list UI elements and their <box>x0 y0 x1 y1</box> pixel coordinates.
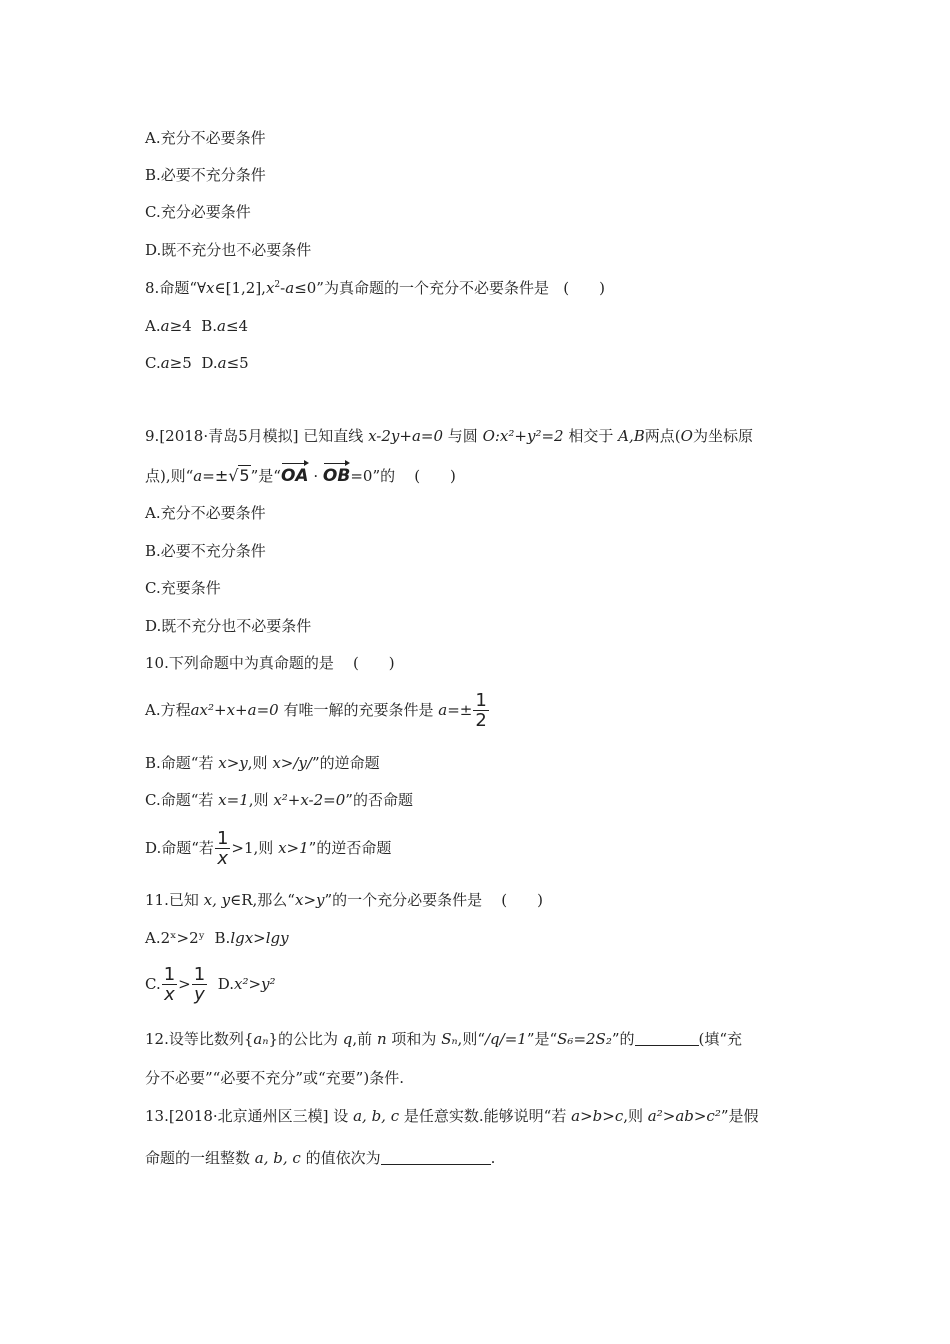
answer-blank[interactable] <box>635 1031 699 1046</box>
q8-options-ab: A.a≥4 B.a≤4 <box>145 317 249 335</box>
q8-number: 8. <box>145 279 160 297</box>
fraction-one-half: $\frac{1}{2}$ <box>475 690 487 731</box>
fraction-one-over-x: $\frac{1}{x}$ <box>163 964 176 1005</box>
q11-options-ab: A.2ˣ>2ʸ B.lgx>lgy <box>145 929 289 947</box>
q7-option-d: D.既不充分也不必要条件 <box>145 241 312 259</box>
fraction-one-over-x: $\frac{1}{x}$ <box>216 828 229 869</box>
q13-number: 13. <box>145 1107 169 1125</box>
q10-stem: 10.下列命题中为真命题的是 ( ) <box>145 654 395 672</box>
q12-stem-line2: 分不必要”“必要不充分”或“充要”)条件. <box>145 1069 404 1087</box>
q10-number: 10. <box>145 654 169 672</box>
q11-stem: 11.已知 x, y∈R,那么“x>y”的一个充分必要条件是 ( ) <box>145 891 543 909</box>
q10-option-d: D.命题“若 $\frac{1}{x}$ >1,则 x>1”的逆否命题 <box>145 828 392 869</box>
q10-option-b: B.命题“若 x>y,则 x>/y/”的逆命题 <box>145 754 380 772</box>
q13-source: [2018·北京通州区三模] <box>168 1107 329 1125</box>
q11-number: 11. <box>145 891 169 909</box>
q8-options-cd: C.a≥5 D.a≤5 <box>145 354 249 372</box>
answer-paren: ( ) <box>563 279 606 297</box>
q7-option-b: B.必要不充分条件 <box>145 166 266 184</box>
q10-option-a: A.方程ax²+x+a=0 有唯一解的充要条件是 a=± $\frac{1}{2}$ <box>145 690 487 731</box>
q13-stem-line2: 命题的一组整数 a, b, c 的值依次为 . <box>145 1149 496 1167</box>
q9-source: [2018·青岛5月模拟] <box>159 427 299 445</box>
q9-option-b: B.必要不充分条件 <box>145 542 266 560</box>
q7-option-a: A.充分不必要条件 <box>145 129 266 147</box>
q11-options-cd: C. $\frac{1}{x}$ > $\frac{1}{y}$ D.x²>y² <box>145 964 276 1005</box>
q9-number: 9. <box>145 427 160 445</box>
q7-option-c: C.充分必要条件 <box>145 203 251 221</box>
answer-paren: ( ) <box>352 654 395 672</box>
vector-ob: OB <box>322 466 351 486</box>
q8-stem: 8.命题“$\forall x\in[1,2],x^2-a\le 0$”为真命题的一个充分不必要条件是 ( ) <box>145 279 606 297</box>
q9-option-c: C.充要条件 <box>145 579 221 597</box>
q9-stem-line1: 9.[2018·青岛5月模拟] 已知直线 x-2y+a=0 与圆 O:x²+y²=2 相交于 A,B两点(O为坐标原 <box>145 427 753 445</box>
vector-oa: OA <box>280 466 309 486</box>
q9-stem-line2: 点),则“a=±√5”是“OA · OB=0”的 ( ) <box>145 466 456 486</box>
q10-option-c: C.命题“若 x=1,则 x²+x-2=0”的否命题 <box>145 791 413 809</box>
q12-stem-line1: 12.设等比数列{aₙ}的公比为 q,前 n 项和为 Sₙ,则“/q/=1”是“S₆=2S₂”的 (填“充 <box>145 1030 743 1048</box>
answer-paren: ( ) <box>414 467 456 485</box>
fraction-one-over-y: $\frac{1}{y}$ <box>193 964 206 1005</box>
answer-blank[interactable] <box>381 1150 491 1165</box>
q9-option-d: D.既不充分也不必要条件 <box>145 617 312 635</box>
q13-stem-line1: 13.[2018·北京通州区三模] 设 a, b, c 是任意实数.能够说明“若 a>b>c,则 a²>ab>c²”是假 <box>145 1107 759 1125</box>
q12-number: 12. <box>145 1030 169 1048</box>
sqrt-expression: ±√5 <box>214 466 250 485</box>
q9-option-a: A.充分不必要条件 <box>145 504 266 522</box>
answer-paren: ( ) <box>501 891 543 909</box>
